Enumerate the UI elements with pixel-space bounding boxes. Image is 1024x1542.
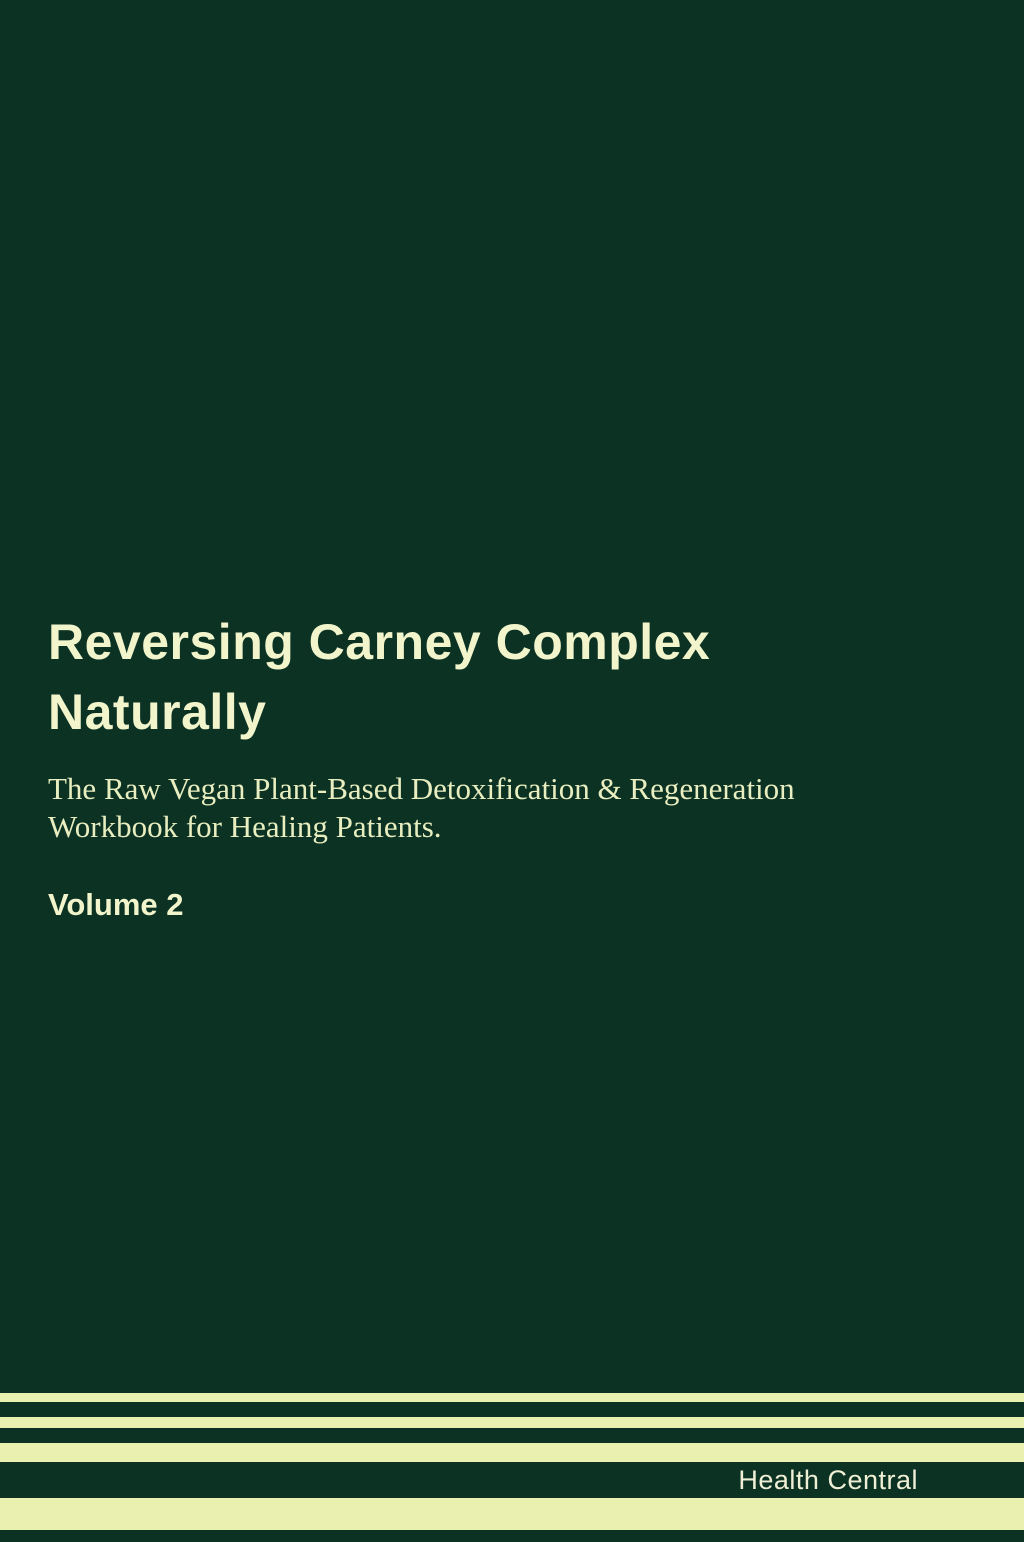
book-title-line-1: Reversing Carney Complex [48,613,711,670]
publisher-name: Health Central [738,1464,918,1495]
book-subtitle-line-1: The Raw Vegan Plant-Based Detoxification & Regeneration [48,771,795,806]
book-subtitle [48,770,795,846]
footer-stripe-medium [0,1417,1024,1428]
publisher-band [0,1462,1024,1498]
volume-label: Volume 2 [48,887,184,922]
book-title [48,607,710,747]
footer-stripe-wide [0,1443,1024,1462]
footer-stripe-thin [0,1393,1024,1402]
book-subtitle-line-2: Workbook for Healing Patients. [48,809,442,844]
footer-stripe-thick [0,1498,1024,1530]
book-title-line-2: Naturally [48,683,267,740]
